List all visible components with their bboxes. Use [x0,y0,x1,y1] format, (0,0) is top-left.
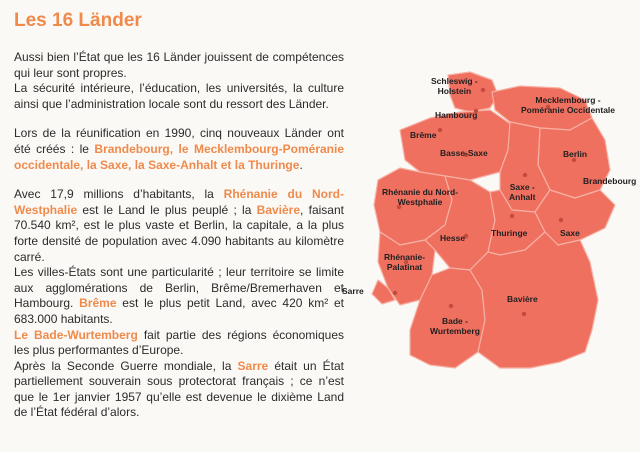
text-postwar: Après la Seconde Guerre mondiale, la [14,358,238,373]
label-hambourg: Hambourg [435,110,478,120]
highlight-baviere: Bavière [256,202,301,217]
text-competences-list: La sécurité intérieure, l’éducation, les universités, la culture ainsi que l’administration locale sont du ressort des Länder. [14,81,344,111]
paragraph-competences [14,50,344,112]
label-sarre: Sarre [342,286,364,296]
highlight-new-lander: Brandebourg, le Mecklembourg-Poméranie occidentale, la Saxe, la Saxe-Anhalt et la Thuringe [14,141,344,172]
text-period: . [299,157,303,172]
paragraph-reunification [14,126,344,173]
text-reunification: Lors de la réunification en 1990, cinq nouveaux Länder ont été créés : le [14,126,344,156]
text-economy: fait partie des régions économiques les plus performantes d’Europe. [14,327,344,358]
highlight-bade: Le Bade-Wurtemberg [14,327,138,342]
label-breme: Brême [410,130,437,140]
label-basse-saxe: Basse-Saxe [440,148,488,158]
text-competences: Aussi bien l’État que les 16 Länder jouissent de compétences qui leur sont propres. [14,50,344,80]
label-nrw: Rhénanie du Nord- Westphalie [382,187,459,207]
label-schleswig-holstein: Schleswig - Holstein [431,76,478,96]
text-sarre-history: était un État partiellement souverain sous protectorat français ; ce n’est que le 1er janvier 1957 qu’elle est devenue le dixième Land de l’État fédéral d’alors. [14,358,344,420]
germany-map [340,60,640,452]
body-text [14,50,344,421]
text-area-density: , faisant 70.540 km², est le plus vaste et Berlin, la capitale, a la plus forte densité de population avec 4.090 habitants au kilomètre carré. [14,202,344,264]
label-saxe: Saxe [560,228,580,238]
page-title: Les 16 Länder [14,10,142,31]
text-smallest: est le plus petit Land, avec 420 km² et 683.000 habitants. [14,296,344,326]
text-city-states: Les villes-États sont une particularité ; leur territoire se limite aux agglomérations de Berlin, Brême/Bremerhaven et Hambourg. [14,265,344,311]
text-populous: est le Land le plus peuplé ; la [77,202,257,217]
label-rhenanie-palatinat: Rhénanie- Palatinat [384,252,426,272]
paragraph-facts [14,187,344,421]
highlight-nrw: Rhénanie du Nord-Westphalie [14,187,344,217]
label-mecklembourg: Mecklembourg - Poméranie Occidentale [521,95,616,115]
text-population: Avec 17,9 millions d’habitants, la [14,187,224,202]
highlight-breme: Brême [79,296,117,311]
label-brandebourg: Brandebourg [583,176,637,186]
region-basse-saxe [400,110,512,180]
label-baviere: Bavière [507,294,538,304]
highlight-sarre: Sarre [237,358,269,373]
label-hesse: Hesse [440,233,466,243]
label-thuringe: Thuringe [491,228,528,238]
label-saxe-anhalt: Saxe - Anhalt [509,182,536,202]
label-bade-wurtemberg: Bade - Wurtemberg [430,316,480,336]
label-berlin: Berlin [563,149,588,159]
